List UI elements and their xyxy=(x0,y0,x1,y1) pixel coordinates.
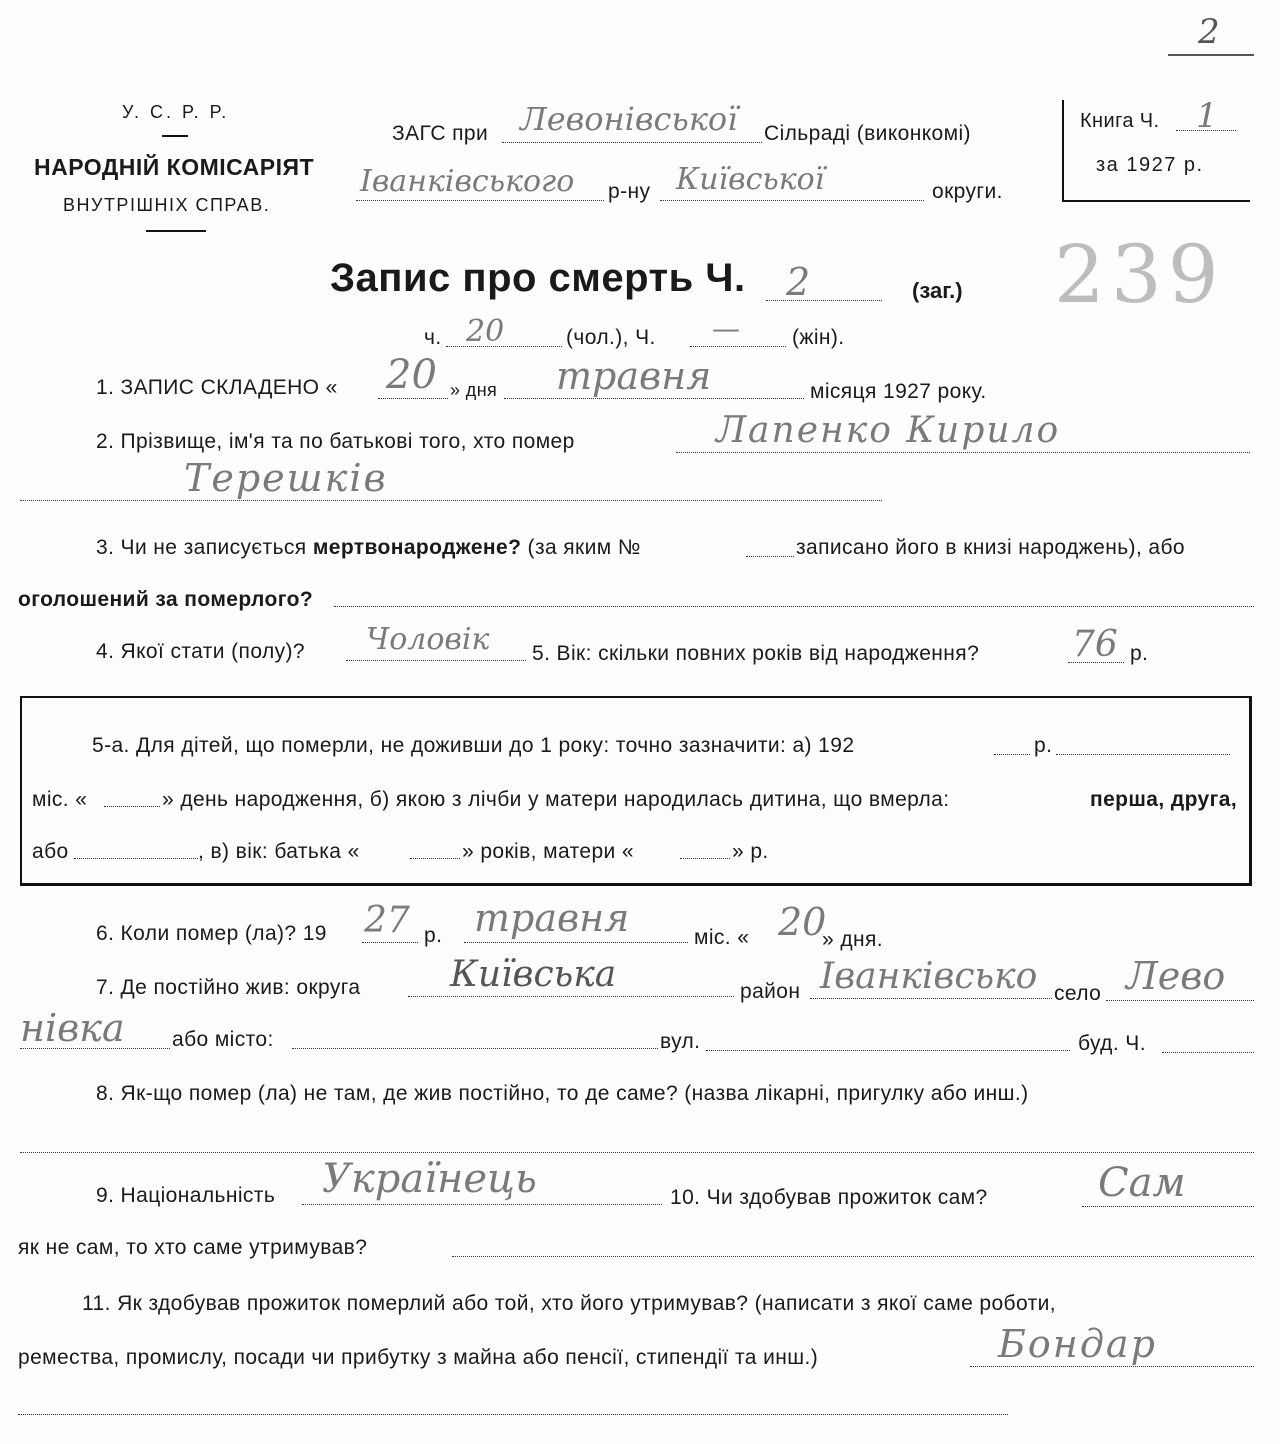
q2-name2-handwritten: Терешків xyxy=(184,456,388,500)
q6-month-line xyxy=(464,942,688,943)
title-number-handwritten: 2 xyxy=(786,260,811,304)
q1-month-line xyxy=(504,398,804,399)
q2-name-line xyxy=(676,452,1250,453)
q6-year-handwritten: 27 xyxy=(364,900,410,941)
header-department: ВНУТРІШНІХ СПРАВ. xyxy=(63,195,271,215)
q8-answer-line xyxy=(20,1152,1254,1153)
q5a-line3d: » р. xyxy=(732,840,769,863)
q5a-line3c: » років, матери « xyxy=(462,840,634,863)
stamp-number-handwritten: 239 xyxy=(1054,228,1225,321)
q7-selo2-handwritten: нівка xyxy=(20,1006,125,1050)
q5a-year-line xyxy=(994,754,1030,755)
q10-handwritten: Сам xyxy=(1098,1160,1186,1206)
q11-line2: ремества, промислу, посади чи прибутку з майна або пенсії, стипендії та инш.) xyxy=(18,1346,819,1369)
male-count-handwritten: 20 xyxy=(466,314,505,349)
q2-label: 2. Прізвище, ім'я та по батькові того, хто помер xyxy=(96,430,575,453)
q8-label: 8. Як-що помер (ла) не там, де жив постійно, то де саме? (назва лікарні, пригулку або инш.) xyxy=(96,1082,1029,1105)
page-number: 2 xyxy=(1198,12,1220,52)
q1-day-label: » дня xyxy=(450,380,498,400)
q9-label: 9. Національність xyxy=(96,1184,276,1207)
q5-tail: р. xyxy=(1130,642,1149,665)
q7-rayon-label: район xyxy=(740,980,801,1003)
q7-rayon-line xyxy=(810,998,1052,999)
book-year xyxy=(1096,154,1204,177)
zags-okruha-handwritten: Київської xyxy=(676,162,825,197)
q7-label: 7. Де постійно жив: округа xyxy=(96,976,361,999)
female-count-line xyxy=(690,346,786,347)
title-suffix: (заг.) xyxy=(912,278,963,303)
header-republic: У. С. Р. Р. xyxy=(122,102,230,122)
zags-council: Сільраді (виконкомі) xyxy=(764,122,971,145)
q5a-line1: 5-а. Для дітей, що померли, не доживши до 1 року: точно зазначити: а) 192 xyxy=(92,734,855,757)
q6-month-label: міс. « xyxy=(694,926,750,949)
q5a-line2c: перша, друга, xyxy=(1090,788,1238,811)
title-number-line xyxy=(766,300,882,301)
q2-name-line-2 xyxy=(20,500,882,501)
q9-nat-line xyxy=(302,1204,662,1205)
page-title: Запис про смерть Ч. xyxy=(330,256,746,300)
q4-sex-line xyxy=(346,660,526,661)
zags-village-handwritten: Левонівської xyxy=(520,100,738,138)
q10-line2: як не сам, то хто саме утримував? xyxy=(18,1236,368,1259)
book-label: Книга Ч. xyxy=(1080,110,1160,132)
q2-name-handwritten: Лапенко Кирило xyxy=(716,410,1061,451)
q6-label: 6. Коли помер (ла)? 19 xyxy=(96,922,327,945)
book-number-handwritten: 1 xyxy=(1196,96,1218,136)
q7-city-line xyxy=(292,1048,658,1049)
header-dash-2 xyxy=(146,230,206,232)
q11-occupation-handwritten: Бондар xyxy=(998,1322,1157,1366)
q10-line2-answer xyxy=(452,1256,1254,1257)
q4-sex-handwritten: Чоловік xyxy=(366,622,490,657)
zags-district-label: р-ну xyxy=(608,180,651,203)
q5a-mother-age-line xyxy=(680,858,730,859)
q1-tail: місяця 1927 року. xyxy=(810,380,987,403)
male-prefix: ч. xyxy=(424,326,442,349)
q1-label: 1. ЗАПИС СКЛАДЕНО « xyxy=(96,376,338,399)
q11-answer-line xyxy=(970,1366,1254,1367)
q7-selo-line xyxy=(1106,1000,1254,1001)
zags-prefix: ЗАГС при xyxy=(392,122,489,145)
female-count-handwritten: — xyxy=(712,312,740,345)
q4-label: 4. Якої стати (полу)? xyxy=(96,640,305,663)
q7-okruha-line xyxy=(408,996,734,997)
q7-house-label: буд. Ч. xyxy=(1078,1032,1146,1055)
header-dash-1 xyxy=(162,135,188,137)
q6-day-handwritten: 20 xyxy=(778,900,827,944)
q3-text-b: мертвонароджене? xyxy=(312,536,522,559)
female-label: (жін). xyxy=(792,326,845,349)
q5a-line3b: , в) вік: батька « xyxy=(198,840,360,863)
q5a-day-line xyxy=(104,806,160,807)
zags-district-line xyxy=(356,200,604,201)
q7-selo-label: село xyxy=(1054,982,1102,1005)
q5a-line2b: » день народження, б) якою з лічби у матери народилась дитина, що вмерла: xyxy=(162,788,950,811)
q1-day-line xyxy=(378,398,448,399)
q7-street-label: вул. xyxy=(660,1030,701,1053)
q5-age-handwritten: 76 xyxy=(1072,624,1118,665)
header-commissariat: НАРОДНІЙ КОМІСАРІЯТ xyxy=(34,154,315,180)
q1-day-handwritten: 20 xyxy=(386,352,437,398)
q3-text-c: (за яким № xyxy=(527,536,641,559)
book-year-value: 1927 xyxy=(1126,154,1177,176)
q5a-line1-tail: р. xyxy=(1034,734,1053,757)
q6-month-handwritten: травня xyxy=(474,896,630,940)
q3-line1 xyxy=(96,536,641,560)
q7-street-line xyxy=(706,1050,1070,1051)
zags-okruha-label: округи. xyxy=(932,180,1003,203)
q5-label: 5. Вік: скільки повних років від народження? xyxy=(532,642,980,665)
q3-text-a: 3. Чи не записується xyxy=(96,536,307,559)
q7-okruha-handwritten: Київська xyxy=(450,954,617,995)
q5a-father-age-line xyxy=(410,858,460,859)
q3-text-d: записано його в книзі народжень), або xyxy=(796,536,1185,559)
q7-selo2-line xyxy=(20,1048,170,1049)
q7-city-label: або місто: xyxy=(172,1028,274,1051)
q10-label: 10. Чи здобував прожиток сам? xyxy=(670,1186,988,1209)
q5a-order-line xyxy=(74,858,198,859)
q5a-line2a: міс. « xyxy=(32,788,88,811)
q6-day-label: » дня. xyxy=(822,928,883,951)
page-number-underline xyxy=(1168,54,1254,56)
zags-okruha-line xyxy=(660,200,924,201)
q7-selo-handwritten: Лево xyxy=(1126,954,1226,998)
q1-month-handwritten: травня xyxy=(556,354,712,398)
q6-year-line xyxy=(362,942,418,943)
q6-year-label: р. xyxy=(424,924,443,947)
q5a-line1-rest xyxy=(1056,754,1230,755)
male-label: (чол.), Ч. xyxy=(566,326,656,349)
q11-answer-line-2 xyxy=(18,1414,1008,1415)
zags-district-handwritten: Іванківського xyxy=(360,164,575,199)
book-year-prefix: за xyxy=(1096,154,1120,176)
q11-line1: 11. Як здобував прожиток померлий або той, хто його утримував? (написати з якої саме роботи, xyxy=(82,1292,1056,1315)
q5a-line3a: або xyxy=(32,840,69,863)
q3-line2-answer-line xyxy=(334,606,1254,607)
book-year-suffix: р. xyxy=(1183,154,1204,176)
q9-nat-handwritten: Українець xyxy=(322,1156,537,1202)
q7-house-line xyxy=(1162,1052,1254,1053)
q3-line2: оголошений за померлого? xyxy=(18,588,314,611)
q10-answer-line xyxy=(1082,1206,1254,1207)
q7-rayon-handwritten: Іванківсько xyxy=(820,956,1038,997)
zags-village-line xyxy=(502,142,762,143)
q3-number-line xyxy=(746,556,794,557)
